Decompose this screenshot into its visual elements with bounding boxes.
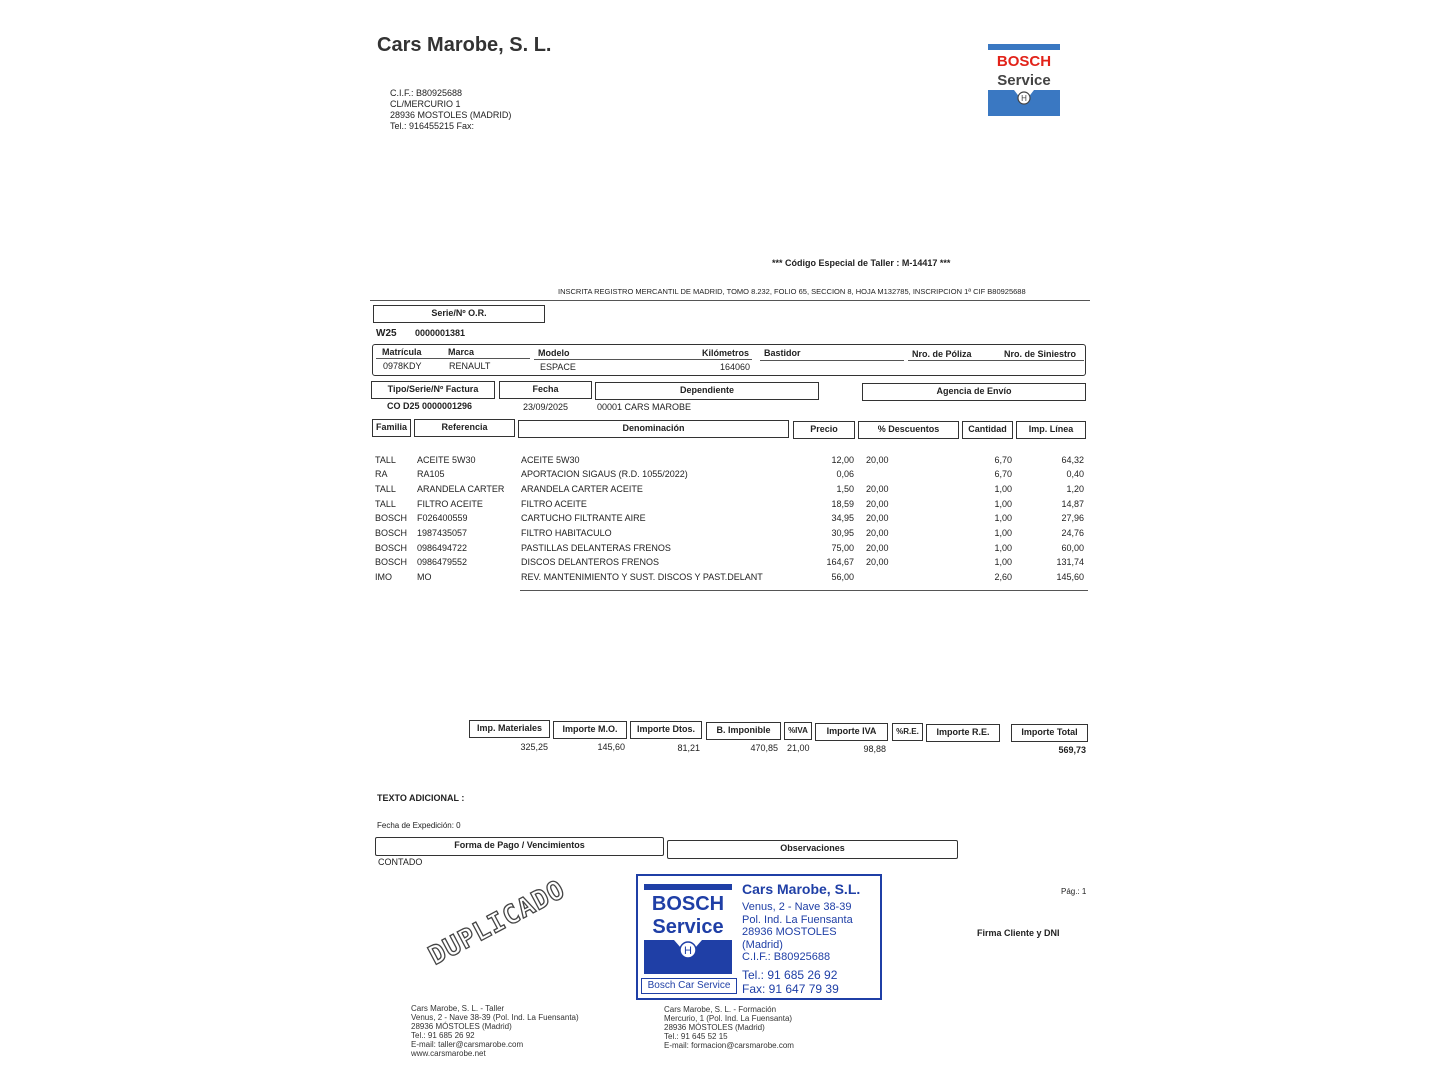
cell-line: 24,76 [1061, 528, 1084, 538]
brand-value: RENAULT [449, 361, 491, 371]
divider [370, 300, 1090, 301]
address-line: C.I.F.: B80925688 [390, 88, 463, 98]
cell-price: 12,00 [831, 455, 854, 465]
cell-discount: 20,00 [866, 499, 889, 509]
cell-family: IMO [375, 572, 392, 582]
page-number: Pág.: 1 [1061, 887, 1087, 896]
order-series: W25 [376, 328, 397, 339]
cell-desc: DISCOS DELANTEROS FRENOS [521, 557, 660, 567]
cell-line: 131,74 [1056, 557, 1084, 567]
registry-line: INSCRITA REGISTRO MERCANTIL DE MADRID, TOMO 8.232, FOLIO 65, SECCION 8, HOJA M132785, INSCRIPCION 1ª CIF B80925688 [558, 287, 1026, 296]
service-logo-text: Service [997, 72, 1051, 89]
cell-line: 0,40 [1066, 469, 1084, 479]
bosch-logo-text: BOSCH [996, 53, 1052, 70]
cell-desc: ACEITE 5W30 [521, 455, 580, 465]
footer-workshop [411, 1004, 579, 1058]
cell-ref: 0986479552 [417, 557, 468, 567]
cell-family: BOSCH [375, 528, 408, 538]
company-stamp [636, 874, 882, 1000]
table-row [0, 455, 1440, 469]
cell-line: 1,20 [1066, 484, 1084, 494]
company-name: Cars Marobe, S. L. [377, 34, 552, 56]
footer-line: Mercurio, 1 (Pol. Ind. La Fuensanta) [664, 1014, 793, 1023]
cell-family: BOSCH [375, 557, 408, 567]
vat-pct-value: 21,00 [787, 743, 810, 753]
footer-line: E-mail: taller@carsmarobe.com [411, 1040, 524, 1049]
cell-line: 64,32 [1061, 455, 1084, 465]
company-address [390, 88, 511, 132]
extra-text-label: TEXTO ADICIONAL : [377, 793, 465, 803]
cell-desc: REV. MANTENIMIENTO Y SUST. DISCOS Y PAST.DELANT [521, 572, 763, 582]
table-row [0, 469, 1440, 483]
cell-ref: MO [417, 572, 432, 582]
payment-value: CONTADO [378, 857, 423, 867]
date-label: Fecha [499, 381, 592, 399]
expedition-date: Fecha de Expedición: 0 [377, 821, 461, 830]
header-desc: Denominación [518, 420, 789, 438]
stamp-fax: Fax: 91 647 79 39 [742, 982, 839, 996]
footer-line: E-mail: formacion@carsmarobe.com [664, 1041, 794, 1050]
stamp-shield-icon [644, 940, 732, 974]
cell-ref: RA105 [417, 469, 445, 479]
cell-qty: 1,00 [994, 499, 1012, 509]
svg-text:H: H [1021, 94, 1027, 103]
stamp-bosch-text: BOSCH [651, 893, 725, 915]
brand-label: Marca [448, 347, 475, 357]
header-ref: Referencia [414, 419, 515, 437]
model-label: Modelo [538, 348, 570, 358]
footer-line: Tel.: 91 685 26 92 [411, 1031, 475, 1040]
cell-family: TALL [375, 499, 396, 509]
footer-line: 28936 MÓSTOLES (Madrid) [411, 1022, 512, 1031]
header-discount: % Descuentos [858, 421, 959, 439]
address-line: 28936 MOSTOLES (MADRID) [390, 110, 512, 120]
invoice-type-label: Tipo/Serie/Nº Factura [371, 381, 495, 399]
stamp-service-text: Service [652, 916, 724, 938]
cell-desc: ARANDELA CARTER ACEITE [521, 484, 643, 494]
order-label: Serie/Nº O.R. [373, 305, 545, 323]
policy-label: Nro. de Póliza [912, 349, 972, 359]
cell-price: 75,00 [831, 543, 854, 553]
cell-qty: 6,70 [994, 455, 1012, 465]
cell-discount: 20,00 [866, 455, 889, 465]
re-pct-label: %R.E. [892, 723, 923, 741]
table-row [0, 543, 1440, 557]
payment-label: Forma de Pago / Vencimientos [375, 837, 664, 856]
cell-family: BOSCH [375, 543, 408, 553]
table-bottom-line [520, 590, 1088, 591]
cell-desc: PASTILLAS DELANTERAS FRENOS [521, 543, 671, 553]
vat-value: 98,88 [863, 744, 886, 754]
base-label: B. Imponible [706, 722, 781, 740]
agency-label: Agencia de Envío [862, 383, 1086, 401]
re-label: Importe R.E. [926, 724, 1000, 742]
cell-price: 34,95 [831, 513, 854, 523]
order-number: 0000001381 [415, 328, 466, 338]
cell-desc: FILTRO HABITACULO [521, 528, 612, 538]
cell-family: BOSCH [375, 513, 408, 523]
base-value: 470,85 [750, 743, 778, 753]
footer-training [664, 1005, 794, 1050]
cell-family: RA [375, 469, 388, 479]
svg-text:H: H [684, 945, 692, 957]
plate-value: 0978KDY [383, 361, 422, 371]
table-row [0, 557, 1440, 571]
table-row [0, 499, 1440, 513]
cell-qty: 1,00 [994, 557, 1012, 567]
cell-price: 164,67 [826, 557, 854, 567]
stamp-line: C.I.F.: B80925688 [742, 951, 831, 963]
cell-price: 56,00 [831, 572, 854, 582]
cell-qty: 1,00 [994, 543, 1012, 553]
cell-price: 18,59 [831, 499, 854, 509]
km-label: Kilómetros [702, 348, 750, 358]
cell-discount: 20,00 [866, 528, 889, 538]
special-code: *** Código Especial de Taller : M-14417 *** [772, 258, 951, 268]
address-line: Tel.: 916455215 Fax: [390, 121, 475, 131]
stamp-sub-text: Bosch Car Service [641, 978, 737, 994]
plate-label: Matrícula [382, 347, 422, 357]
cell-discount: 20,00 [866, 557, 889, 567]
cell-line: 60,00 [1061, 543, 1084, 553]
cell-discount: 20,00 [866, 543, 889, 553]
cell-ref: 0986494722 [417, 543, 468, 553]
labor-value: 145,60 [597, 742, 625, 752]
materials-label: Imp. Materiales [469, 720, 550, 738]
stamp-line: Pol. Ind. La Fuensanta [742, 913, 853, 926]
cell-qty: 1,00 [994, 528, 1012, 538]
discounts-value: 81,21 [677, 743, 700, 753]
cell-qty: 1,00 [994, 513, 1012, 523]
header-family: Familia [372, 419, 411, 437]
cell-price: 1,50 [836, 484, 854, 494]
discounts-label: Importe Dtos. [630, 721, 702, 739]
cell-line: 14,87 [1061, 499, 1084, 509]
signature-label: Firma Cliente y DNI [977, 928, 1060, 938]
cell-family: TALL [375, 455, 396, 465]
cell-ref: ACEITE 5W30 [417, 455, 476, 465]
cell-family: TALL [375, 484, 396, 494]
invoice-number: CO D25 0000001296 [387, 401, 473, 411]
table-row [0, 528, 1440, 542]
stamp-line: (Madrid) [742, 938, 783, 951]
footer-line: Venus, 2 - Nave 38-39 (Pol. Ind. La Fuensanta) [411, 1013, 579, 1022]
cell-ref: 1987435057 [417, 528, 468, 538]
cell-discount: 20,00 [866, 513, 889, 523]
chassis-label: Bastidor [764, 348, 801, 358]
cell-desc: APORTACION SIGAUS (R.D. 1055/2022) [521, 469, 688, 479]
stamp-tel: Tel.: 91 685 26 92 [742, 968, 838, 982]
table-row [0, 572, 1440, 586]
total-value: 569,73 [1058, 745, 1086, 755]
cell-qty: 2,60 [994, 572, 1012, 582]
materials-value: 325,25 [520, 742, 548, 752]
address-line: CL/MERCURIO 1 [390, 99, 461, 109]
invoice-date: 23/09/2025 [523, 402, 569, 412]
cell-qty: 6,70 [994, 469, 1012, 479]
cell-qty: 1,00 [994, 484, 1012, 494]
bosch-logo [988, 44, 1060, 116]
table-row [0, 484, 1440, 498]
stamp-line: Venus, 2 - Nave 38-39 [742, 901, 852, 913]
total-label: Importe Total [1011, 724, 1088, 742]
model-value: ESPACE [540, 362, 576, 372]
cell-price: 30,95 [831, 528, 854, 538]
cell-line: 145,60 [1056, 572, 1084, 582]
footer-line: Cars Marobe, S. L. - Formación [664, 1005, 777, 1014]
footer-line: www.carsmarobe.net [411, 1049, 486, 1058]
cell-discount: 20,00 [866, 484, 889, 494]
vat-label: Importe IVA [815, 723, 888, 741]
vat-pct-label: %IVA [784, 722, 812, 740]
labor-label: Importe M.O. [553, 721, 627, 739]
observations-label: Observaciones [667, 840, 958, 859]
cell-ref: ARANDELA CARTER [417, 484, 505, 494]
cell-ref: F026400559 [417, 513, 468, 523]
employee-label: Dependiente [595, 382, 819, 400]
cell-line: 27,96 [1061, 513, 1084, 523]
header-line-amount: Imp. Línea [1016, 421, 1086, 439]
claim-label: Nro. de Siniestro [1004, 349, 1077, 359]
footer-line: 28936 MÓSTOLES (Madrid) [664, 1023, 765, 1032]
cell-price: 0,06 [836, 469, 854, 479]
cell-ref: FILTRO ACEITE [417, 499, 483, 509]
footer-line: Cars Marobe, S. L. - Taller [411, 1004, 505, 1013]
stamp-company-name: Cars Marobe, S.L. [742, 881, 861, 897]
table-row [0, 513, 1440, 527]
stamp-line: 28936 MOSTOLES [742, 926, 837, 938]
cell-desc: FILTRO ACEITE [521, 499, 587, 509]
cell-desc: CARTUCHO FILTRANTE AIRE [521, 513, 646, 523]
footer-line: Tel.: 91 645 52 15 [664, 1032, 728, 1041]
header-price: Precio [793, 421, 855, 439]
header-quantity: Cantidad [962, 421, 1013, 439]
invoice-employee: 00001 CARS MAROBE [597, 402, 692, 412]
duplicate-stamp: DUPLICADO [424, 874, 571, 972]
km-value: 164060 [720, 362, 751, 372]
